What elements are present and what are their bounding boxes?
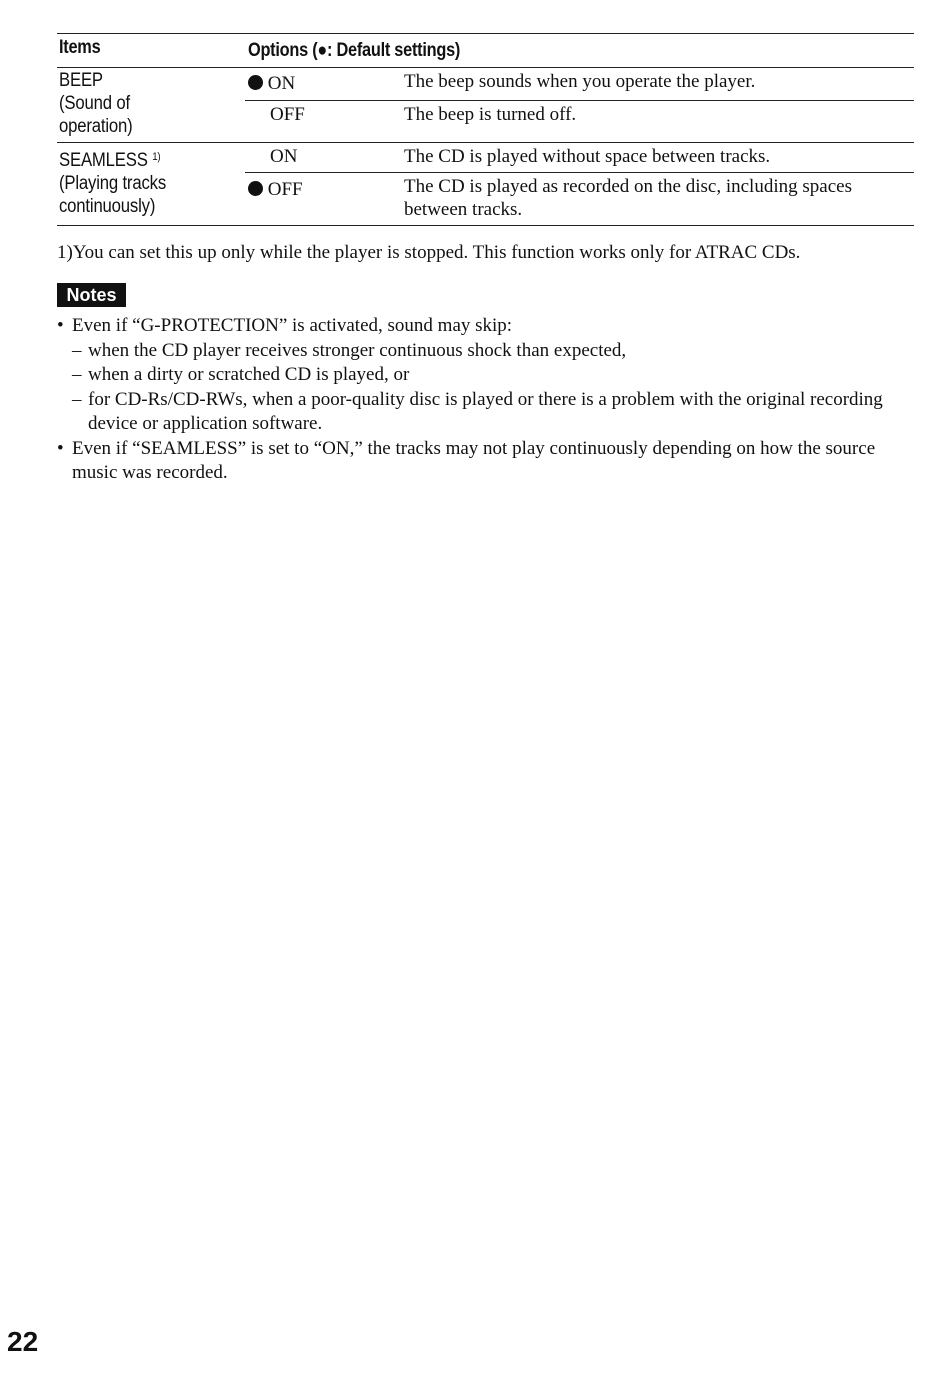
option-seamless-off (248, 178, 303, 201)
option-label: OFF (267, 179, 303, 200)
item-beep-line-3: operation) (59, 116, 133, 137)
description-seamless-off: The CD is played as recorded on the disc, including spaces between tracks. (404, 176, 852, 220)
item-beep-line-1: BEEP (59, 70, 103, 91)
note-subitem-text: when a dirty or scratched CD is played, or (88, 364, 410, 385)
footnote-ref: 1) (152, 151, 161, 163)
table-top-rule (57, 33, 914, 34)
description-beep-off: The beep is turned off. (404, 104, 577, 125)
row-separator (245, 172, 914, 173)
note-subitem-text: when the CD player receives stronger continuous shock than expected, (88, 339, 627, 361)
bullet-icon: • (57, 437, 64, 459)
bullet-icon: • (57, 315, 64, 336)
item-seamless-line-2: (Playing tracks (59, 173, 167, 194)
option-beep-off: OFF (270, 104, 305, 125)
option-seamless-on: ON (270, 146, 298, 167)
dash-icon: – (72, 388, 82, 410)
description-seamless-on: The CD is played without space between tracks. (404, 146, 771, 167)
note-item (57, 437, 897, 486)
notes-list (57, 314, 897, 486)
footnote: 1)You can set this up only while the player is stopped. This function works only for ATRAC CDs. (57, 242, 801, 263)
row-separator (57, 142, 914, 143)
note-subitem-text: for CD-Rs/CD-RWs, when a poor-quality disc is played or there is a problem with the original recording device or application software. (88, 388, 883, 434)
note-item (57, 314, 897, 339)
default-setting-icon (248, 181, 263, 196)
header-rule (57, 67, 914, 68)
note-subitem (57, 363, 897, 388)
page-number: 22 (7, 1326, 39, 1357)
header-options: Options (●: Default settings) (248, 40, 461, 61)
note-text: Even if “G-PROTECTION” is activated, sound may skip: (72, 315, 513, 336)
item-beep-line-2: (Sound of (59, 93, 130, 114)
option-beep-on (248, 72, 295, 95)
table-bottom-rule (57, 225, 914, 226)
note-subitem (57, 339, 897, 364)
header-items: Items (59, 37, 101, 58)
dash-icon: – (72, 364, 82, 385)
note-text: Even if “SEAMLESS” is set to “ON,” the tracks may not play continuously depending on how the source music was recorded. (72, 437, 876, 483)
item-seamless-line-1: SEAMLESS (59, 150, 148, 171)
notes-label: Notes (57, 283, 126, 307)
item-beep (59, 69, 133, 138)
row-separator (245, 100, 914, 101)
note-subitem (57, 388, 897, 437)
option-label: ON (267, 73, 296, 94)
default-setting-icon (248, 75, 263, 90)
dash-icon: – (72, 339, 82, 361)
description-beep-on: The beep sounds when you operate the player. (404, 71, 756, 92)
item-seamless (59, 146, 166, 218)
item-seamless-line-3: continuously) (59, 196, 156, 217)
